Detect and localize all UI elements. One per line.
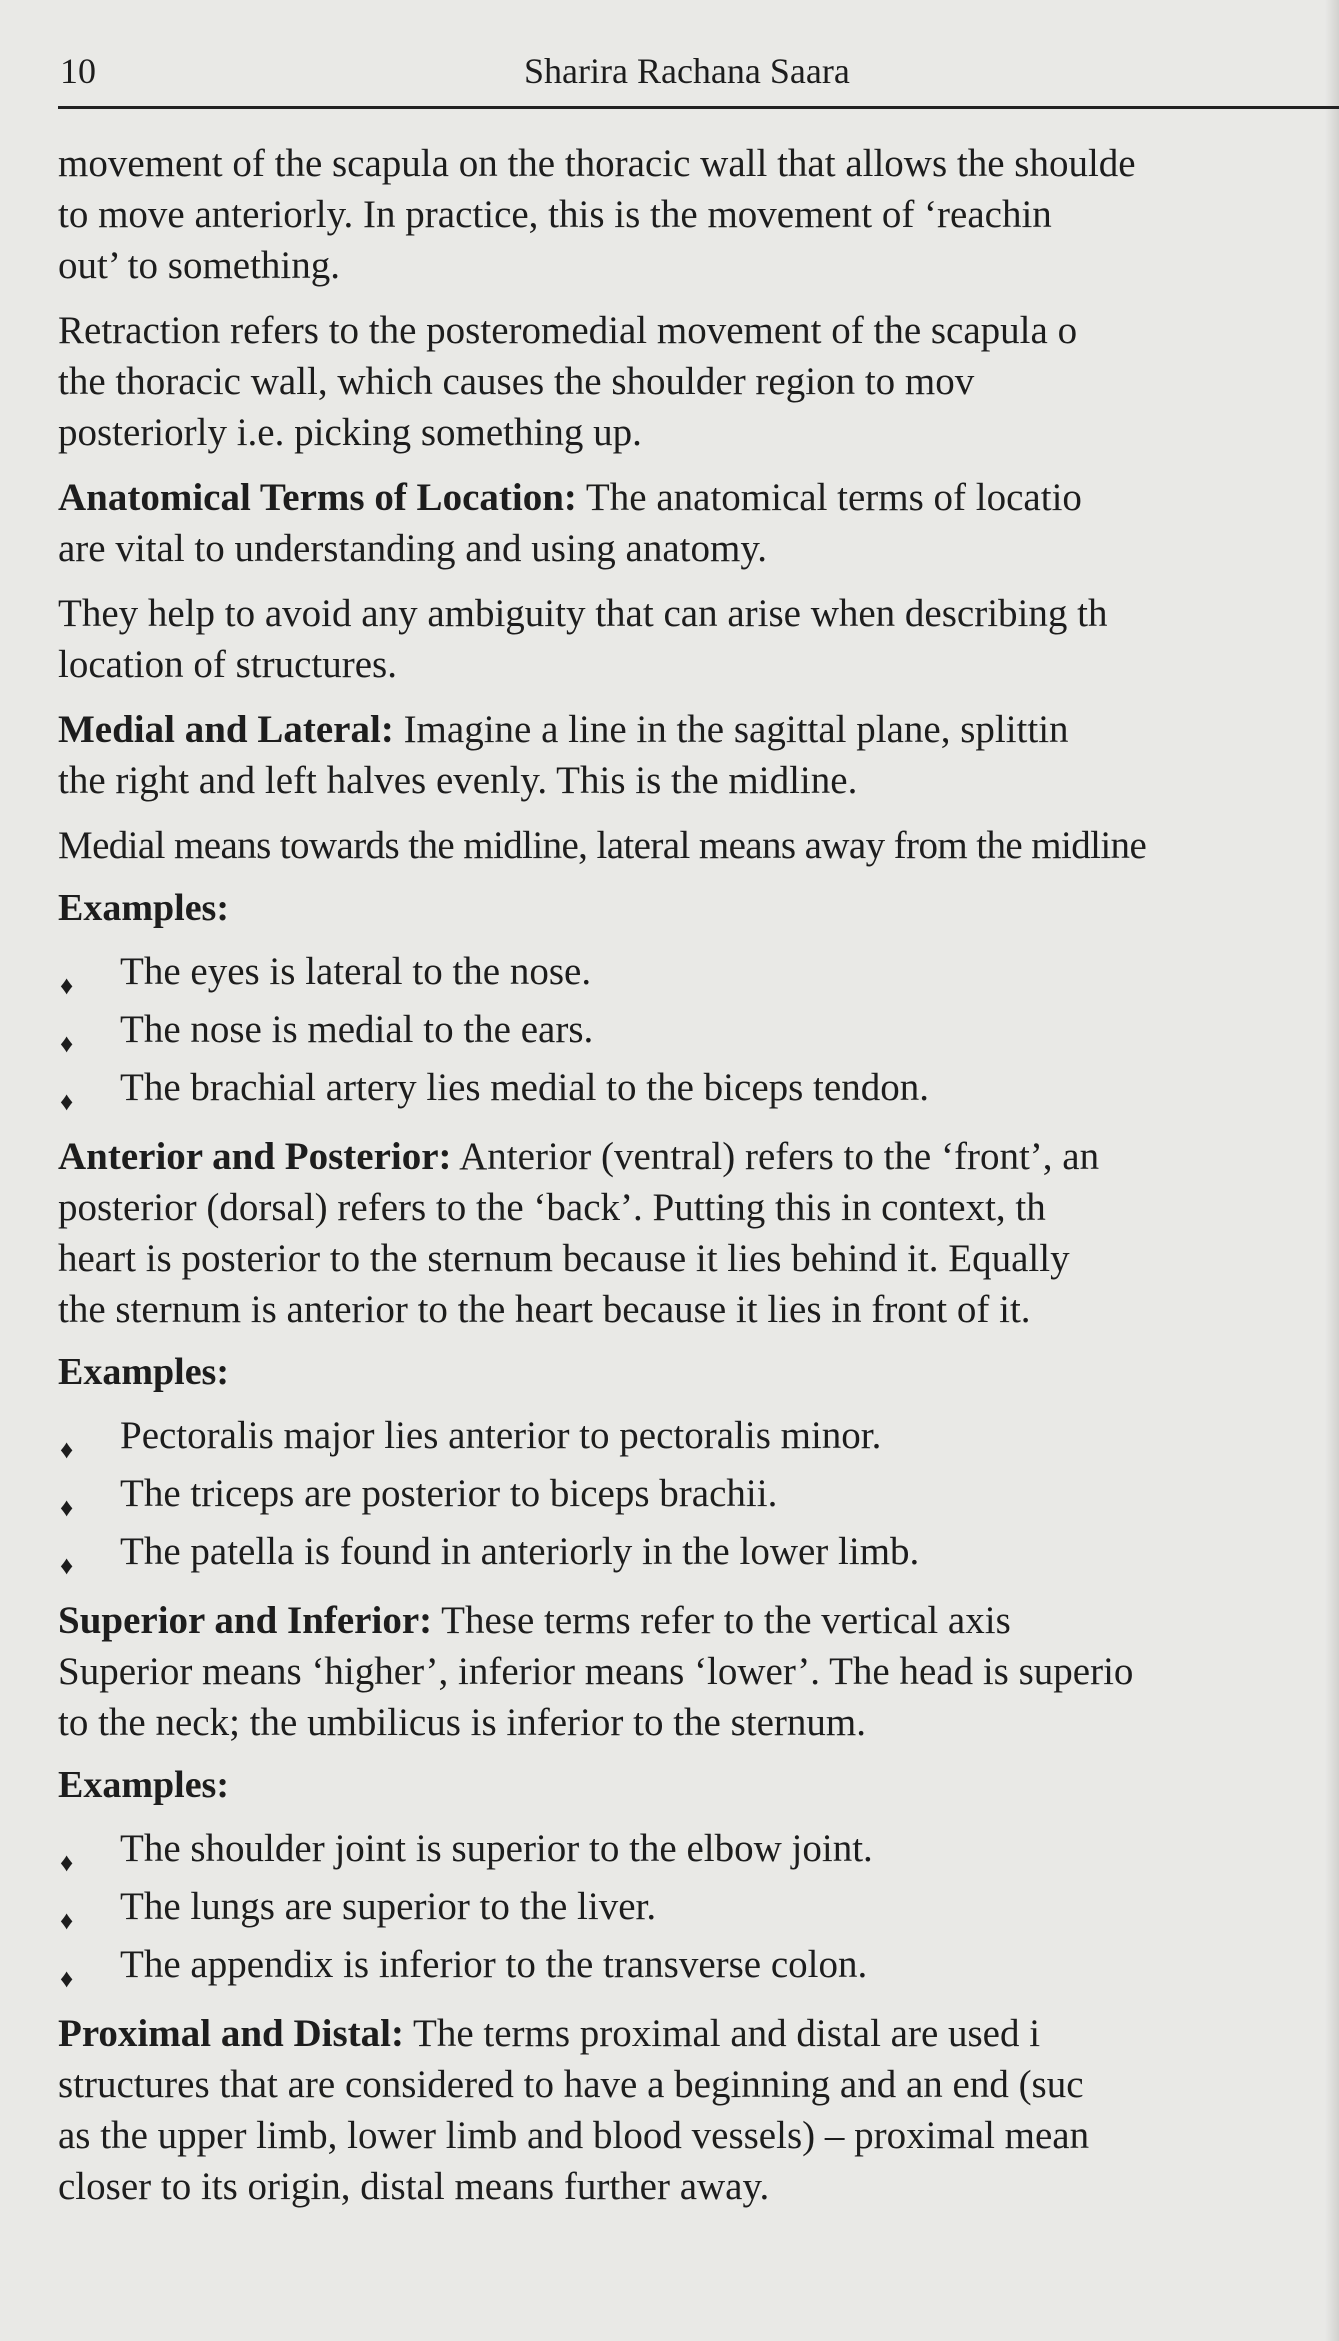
- paragraph-line: posterior (dorsal) refers to the ‘back’. Putting this in context, th: [58, 1186, 1046, 1229]
- diamond-bullet-icon: ♦: [60, 1029, 74, 1058]
- paragraph-line: [58, 2008, 1339, 2059]
- list-item: ♦ The patella is found in anteriorly in the lower limb.: [58, 1523, 1339, 1581]
- body-text: [58, 138, 1339, 2212]
- list-item: ♦ The eyes is lateral to the nose.: [58, 943, 1339, 1001]
- examples-list: [58, 943, 1339, 1117]
- paragraph-line: [58, 1131, 1339, 1182]
- paragraph-line: heart is posterior to the sternum because it lies behind it. Equally: [58, 1237, 1070, 1280]
- paragraph-line: [58, 1595, 1339, 1646]
- diamond-bullet-icon: ♦: [60, 971, 74, 1000]
- paragraph-line: They help to avoid any ambiguity that can arise when describing th: [58, 592, 1108, 635]
- paragraph-line: movement of the scapula on the thoracic wall that allows the shoulde: [58, 142, 1136, 185]
- paragraph-line: to move anteriorly. In practice, this is the movement of ‘reachin: [58, 193, 1052, 236]
- paragraph-line: the right and left halves evenly. This is the midline.: [58, 759, 858, 802]
- list-item: ♦ The nose is medial to the ears.: [58, 1001, 1339, 1059]
- list-item: ♦ The shoulder joint is superior to the elbow joint.: [58, 1820, 1339, 1878]
- list-item: ♦ The appendix is inferior to the transverse colon.: [58, 1936, 1339, 1994]
- paragraph-line: are vital to understanding and using anatomy.: [58, 527, 768, 570]
- paragraph-line: the thoracic wall, which causes the shoulder region to mov: [58, 360, 975, 403]
- diamond-bullet-icon: ♦: [60, 1848, 74, 1877]
- examples-label: Examples:: [58, 1764, 229, 1806]
- list-item: ♦ Pectoralis major lies anterior to pectoralis minor.: [58, 1407, 1339, 1465]
- paragraph-line: [58, 472, 1339, 523]
- header-rule: [58, 106, 1339, 109]
- paragraph-text: The anatomical terms of locatio: [576, 476, 1082, 519]
- diamond-bullet-icon: ♦: [60, 1964, 74, 1993]
- paragraph-text: These terms refer to the vertical axis: [432, 1599, 1011, 1642]
- term-heading: Superior and Inferior:: [58, 1599, 433, 1642]
- paragraph-line: Superior means ‘higher’, inferior means ‘lower’. The head is superio: [58, 1650, 1134, 1693]
- examples-list: [58, 1407, 1339, 1581]
- term-heading: Medial and Lateral:: [58, 708, 394, 751]
- paragraph-line: to the neck; the umbilicus is inferior to the sternum.: [58, 1701, 866, 1744]
- paragraph-line: location of structures.: [58, 643, 397, 686]
- running-header: [60, 48, 1339, 98]
- diamond-bullet-icon: ♦: [60, 1435, 74, 1464]
- diamond-bullet-icon: ♦: [60, 1493, 74, 1522]
- list-item: ♦ The triceps are posterior to biceps brachii.: [58, 1465, 1339, 1523]
- page-number: 10: [60, 51, 96, 91]
- term-heading: Anterior and Posterior:: [58, 1135, 452, 1178]
- list-item: ♦ The brachial artery lies medial to the biceps tendon.: [58, 1059, 1339, 1117]
- term-heading: Anatomical Terms of Location:: [58, 476, 577, 519]
- paragraph-line: posteriorly i.e. picking something up.: [58, 411, 642, 454]
- examples-label: Examples:: [58, 887, 229, 929]
- diamond-bullet-icon: ♦: [60, 1087, 74, 1116]
- paragraph-line: as the upper limb, lower limb and blood vessels) – proximal mean: [58, 2114, 1090, 2157]
- paragraph-line: closer to its origin, distal means further away.: [58, 2165, 770, 2208]
- paragraph-text: Anterior (ventral) refers to the ‘front’, an: [451, 1135, 1100, 1178]
- examples-list: [58, 1820, 1339, 1994]
- examples-label: Examples:: [58, 1351, 229, 1393]
- paragraph-line: structures that are considered to have a beginning and an end (suc: [58, 2063, 1084, 2106]
- paragraph-line: Retraction refers to the posteromedial movement of the scapula o: [58, 309, 1078, 352]
- list-item: ♦ The lungs are superior to the liver.: [58, 1878, 1339, 1936]
- diamond-bullet-icon: ♦: [60, 1551, 74, 1580]
- term-heading: Proximal and Distal:: [58, 2012, 404, 2055]
- paragraph-text: Imagine a line in the sagittal plane, splittin: [393, 708, 1069, 751]
- diamond-bullet-icon: ♦: [60, 1906, 74, 1935]
- running-title: Sharira Rachana Saara: [524, 51, 850, 91]
- paragraph-line: out’ to something.: [58, 244, 341, 287]
- paragraph-line: [58, 704, 1339, 755]
- paragraph-line: Medial means towards the midline, lateral means away from the midline: [58, 824, 1147, 867]
- paragraph-line: the sternum is anterior to the heart because it lies in front of it.: [58, 1288, 1031, 1331]
- paragraph-text: The terms proximal and distal are used i: [403, 2012, 1041, 2055]
